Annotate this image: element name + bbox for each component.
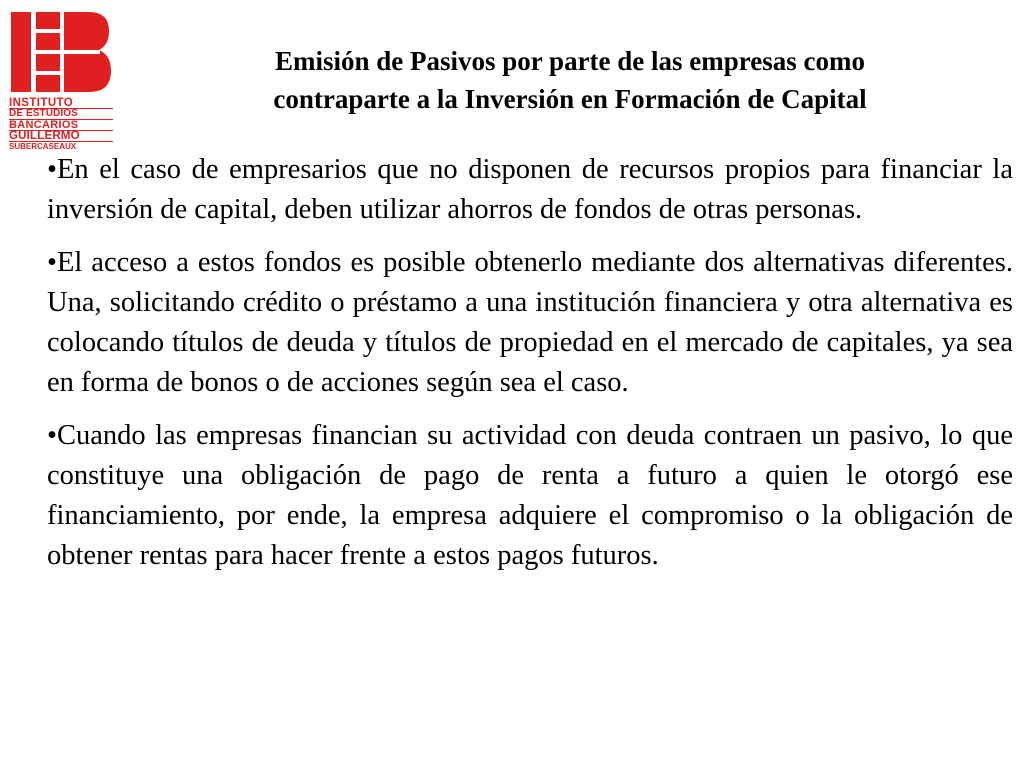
logo-line: SUBERCASEAUX — [9, 142, 77, 151]
logo-line: BANCARIOS — [9, 120, 113, 131]
logo-line: GUILLERMO — [9, 131, 113, 142]
slide-body — [47, 150, 1013, 589]
ieb-logo-mark-icon — [11, 12, 111, 92]
slide-title-line: contraparte a la Inversión en Formación de Capital — [273, 84, 867, 114]
institute-logo — [9, 12, 113, 158]
logo-line: INSTITUTO — [9, 98, 113, 109]
bullet-paragraph: •En el caso de empresarios que no disponen de recursos propios para financiar la inversión de capital, deben utilizar ahorros de fondos de otras personas. — [47, 154, 1013, 225]
bullet-paragraph: •Cuando las empresas financian su actividad con deuda contraen un pasivo, lo que constituye una obligación de pago de renta a futuro a quien le otorgó ese financiamiento, por ende, la empresa adquiere el compromiso o la obligación de obtener rentas para hacer frente a estos pagos futuros. — [47, 420, 1013, 571]
bullet-paragraph: •El acceso a estos fondos es posible obtenerlo mediante dos alternativas diferentes. Una, solicitando crédito o préstamo a una institución financiera y otra alternativa es colocando títulos de deuda y títulos de propiedad en el mercado de capitales, ya sea en forma de bonos o de acciones según sea el caso. — [47, 247, 1013, 398]
logo-line: DE ESTUDIOS — [9, 109, 113, 120]
slide-title — [160, 42, 980, 118]
logo-wordmark — [9, 98, 113, 152]
slide-title-line: Emisión de Pasivos por parte de las empresas como — [275, 46, 865, 76]
